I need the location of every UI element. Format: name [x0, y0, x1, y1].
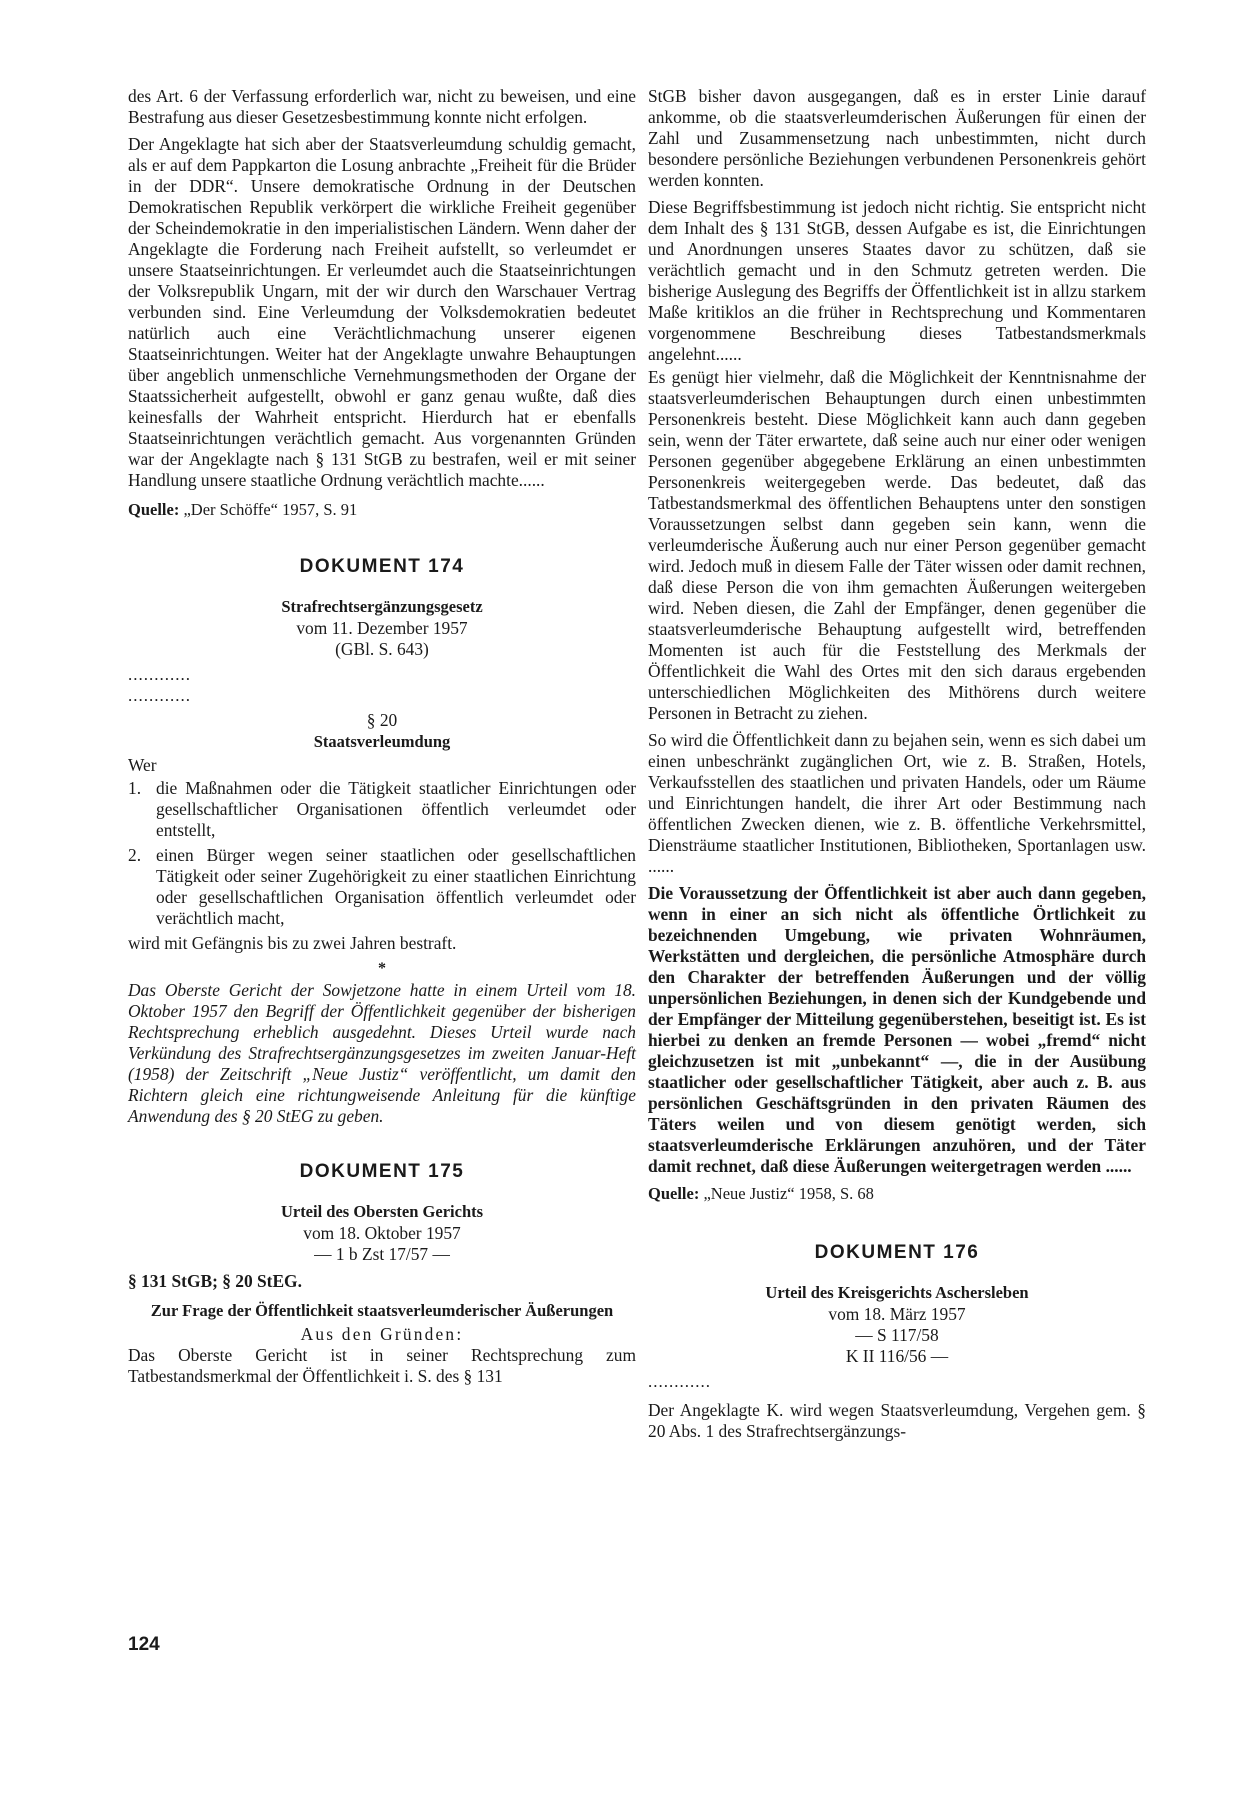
omission-dots: ............	[648, 1372, 711, 1391]
page-number: 124	[128, 1634, 160, 1655]
list-item	[128, 845, 636, 929]
right-column	[648, 86, 1146, 1448]
law-title: Strafrechtsergänzungsgesetz	[281, 597, 483, 616]
law-date: vom 11. Dezember 1957	[296, 618, 468, 638]
source-citation	[128, 499, 636, 520]
court-title: Urteil des Kreisgerichts Aschersleben	[765, 1283, 1029, 1302]
paragraph: wird mit Gefängnis bis zu zwei Jahren bestraft.	[128, 933, 457, 953]
emphasized-paragraph: Die Voraussetzung der Öffentlichkeit ist aber auch dann gegeben, wenn in einer an sich nicht als öffentliche Örtlichkeit zu bezeichnenden Umgebung, wie privaten Wohnräumen, Werkstätten und dergleichen, die persönliche Atmosphäre durch den Charakter der betreffenden Äußerungen und der völlig unpersönlichen Beziehungen, in denen sich der Kundgebende und der Empfänger der Mitteilung gegenüberstehen, beseitigt ist. Es ist hierbei zu denken an fremde Personen — wobei „fremd“ nicht gleichzusetzen ist mit „unbekannt“ —, die in der Ausübung staatlicher oder gesellschaftlicher Tätigkeit, aber auch z. B. aus persönlichen Geschäftsgründen in den privaten Räumen des Täters weilen und von diesem genötigt werden, sich staatsverleumderische Erklärungen anzuhören, und der Täter damit rechnet, daß diese Äußerungen weitergetragen werden ......	[648, 883, 1146, 1176]
list-number: 2.	[128, 845, 142, 865]
editorial-commentary: Das Oberste Gericht der Sowjetzone hatte in einem Urteil vom 18. Oktober 1957 den Begriff der Öffentlichkeit gegenüber der bisherigen Rechtsprechung erheblich ausgedehnt. Dieses Urteil wurde nach Verkündung des Strafrechtsergänzungsgesetzes im zweiten Januar-Heft (1958) der Zeitschrift „Neue Justiz“ veröffentlicht, um damit den Richtern gleich eine richtungweisende Anleitung für die künftige Anwendung des § 20 StEG zu geben.	[128, 980, 636, 1126]
judgment-date: vom 18. März 1957	[828, 1304, 966, 1324]
legal-paragraphs: § 131 StGB; § 20 StEG.	[128, 1271, 302, 1291]
source-text: „Neue Justiz“ 1958, S. 68	[703, 1184, 874, 1203]
source-citation	[648, 1183, 1146, 1204]
document-heading: DOKUMENT 175	[299, 1161, 465, 1182]
document-heading: DOKUMENT 174	[299, 556, 465, 577]
document-heading: DOKUMENT 176	[814, 1242, 980, 1263]
list-text: einen Bürger wegen seiner staatlichen oder gesellschaftlichen Tätigkeit oder seiner Zugehörigkeit zu einer staatlichen Einrichtung oder gesellschaftlichen Organisation öffentlich verleumdet oder verächtlich macht,	[156, 845, 636, 928]
source-label: Quelle:	[128, 500, 180, 519]
list-item	[128, 778, 636, 841]
paragraph: So wird die Öffentlichkeit dann zu bejahen sein, wenn es sich dabei um einen unbeschränkt zugänglichen Ort, wie z. B. Straßen, Hotels, Verkaufsstellen des staatlichen und privaten Handels, oder um Räume und Einrichtungen handelt, die ihrer Art oder Bestimmung nach öffentlichen Zwecken dienen, wie z. B. öffentliche Verkehrsmittel, Diensträume staatlicher Institutionen, Bibliotheken, Sportanlagen usw. ......	[648, 730, 1146, 876]
court-title: Urteil des Obersten Gerichts	[280, 1202, 484, 1221]
judgment-date: vom 18. Oktober 1957	[303, 1223, 461, 1243]
paragraph: StGB bisher davon ausgegangen, daß es in erster Linie darauf ankomme, ob die staatsverleumderischen Äußerungen für einen der Zahl und Zusammensetzung nach unbestimmten, nicht durch besondere persönliche Beziehungen verbundenen Personenkreis gehört werden konnten.	[648, 86, 1146, 190]
paragraph: Der Angeklagte hat sich aber der Staatsverleumdung schuldig gemacht, als er auf dem Pappkarton die Losung anbrachte „Freiheit für die Brüder in der DDR“. Unsere demokratische Ordnung in der Deutschen Demokratischen Republik verkörpert die wirkliche Freiheit gegenüber der Scheindemokratie in den imperialistischen Ländern. Wenn daher der Angeklagte die Forderung nach Freiheit aufstellt, so verleumdet er unsere Staatseinrichtungen. Er verleumdet auch die Staatseinrichtungen der Volksrepublik Ungarn, mit der wir durch den Warschauer Vertrag verbunden sind. Eine Verleumdung der Volksdemokratien bedeutet natürlich auch eine Verächtlichmachung unserer eigenen Staatseinrichtungen. Weiter hat der Angeklagte unwahre Behauptungen über angeblich unmenschliche Vernehmungsmethoden der Organe der Staatssicherheit aufgestellt, obwohl er ganz genau wußte, daß dies keinesfalls der Wahrheit entspricht. Hierdurch hat er ebenfalls Staatseinrichtungen verächtlich gemacht. Aus vorgenannten Gründen war der Angeklagte nach § 131 StGB zu bestrafen, weil er mit seiner Handlung unsere staatliche Ordnung verächtlich machte......	[128, 134, 636, 490]
section-title: Staatsverleumdung	[313, 732, 451, 751]
case-reference: — 1 b Zst 17/57 —	[314, 1244, 450, 1264]
list-text: die Maßnahmen oder die Tätigkeit staatlicher Einrichtungen oder gesellschaftlicher Organisationen öffentlich verleumdet oder entstellt,	[156, 778, 636, 840]
source-text: „Der Schöffe“ 1957, S. 91	[183, 500, 358, 519]
paragraph: Der Angeklagte K. wird wegen Staatsverleumdung, Vergehen gem. § 20 Abs. 1 des Strafrechtsergänzungs-	[648, 1400, 1146, 1441]
list-number: 1.	[128, 778, 142, 798]
source-label: Quelle:	[648, 1184, 700, 1203]
paragraph: Wer	[128, 755, 157, 775]
paragraph: des Art. 6 der Verfassung erforderlich war, nicht zu beweisen, und eine Bestrafung aus dieser Gesetzesbestimmung konnte nicht erfolgen.	[128, 86, 636, 127]
omission-dots: ............	[128, 665, 191, 684]
case-reference: — S 117/58	[855, 1325, 939, 1345]
separator-asterisk: *	[378, 960, 386, 977]
case-reference: K II 116/56 —	[845, 1346, 949, 1366]
question-heading: Zur Frage der Öffentlichkeit staatsverleumderischer Äußerungen	[150, 1301, 614, 1320]
paragraph: Es genügt hier vielmehr, daß die Möglichkeit der Kenntnisnahme der staatsverleumderischen Behauptungen durch einen unbestimmten Personenkreis besteht. Diese Möglichkeit kann auch dann gegeben sein, wenn der Täter erwartete, daß seine auch nur einer oder wenigen Personen gegenüber abgegebene Erklärung an einen unbestimmten Personenkreis weitergegeben werde. Das bedeutet, daß das Tatbestandsmerkmal des öffentlichen Behauptens unter den sonstigen Voraussetzungen selbst dann gegeben sein kann, wenn die verleumderische Äußerung auch nur einer Person gegenüber gemacht wird. Jedoch muß in diesem Falle der Täter wissen oder damit rechnen, daß diese Person die von ihm gemachten Äußerungen weitergeben wird. Neben diesen, die Zahl der Empfänger, denen gegenüber die staatsverleumderische Behauptung aufgestellt wird, betreffenden Momenten ist auch für die Feststellung des Merkmals der Öffentlichkeit die Wahl des Ortes mit den sich daraus ergebenden unterschiedlichen Möglichkeiten des Mithörens durch weitere Personen in Betracht zu ziehen.	[648, 367, 1146, 723]
grounds-heading: Aus den Gründen:	[300, 1324, 464, 1344]
paragraph: Diese Begriffsbestimmung ist jedoch nicht richtig. Sie entspricht nicht dem Inhalt des § 131 StGB, dessen Aufgabe es ist, die Einrichtungen und Anordnungen unseres Staates davor zu schützen, daß sie verächtlich gemacht und in den Schmutz getreten werden. Die bisherige Auslegung des Begriffs der Öffentlichkeit ist in allzu starkem Maße kritiklos an die früher in Rechtsprechung und Kommentaren vorgenommene Beschreibung dieses Tatbestandsmerkmals angelehnt......	[648, 197, 1146, 364]
left-column	[128, 86, 636, 1393]
omission-dots: ............	[128, 686, 191, 705]
paragraph: Das Oberste Gericht ist in seiner Rechtsprechung zum Tatbestandsmerkmal der Öffentlichkeit i. S. des § 131	[128, 1345, 636, 1386]
section-number: § 20	[366, 710, 398, 730]
law-reference: (GBl. S. 643)	[335, 639, 429, 659]
